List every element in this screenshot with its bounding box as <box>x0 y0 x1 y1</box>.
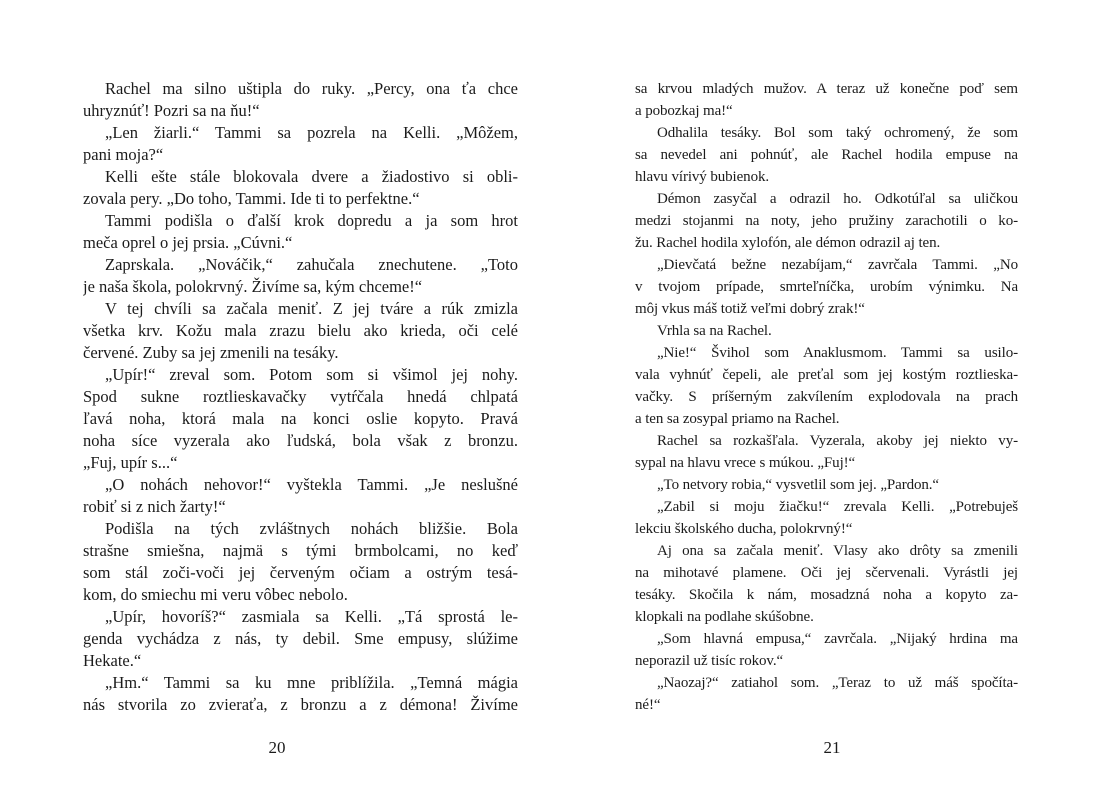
text-line: Vrhla sa na Rachel. <box>657 323 772 339</box>
text-line: na mihotavé plamene. Oči jej sčervenali. Vyrástli jej <box>635 565 1018 581</box>
text-line: Démon zasyčal a odrazil ho. Odkotúľal sa uličkou <box>657 191 1018 207</box>
text-line: sa krvou mladých mužov. A teraz už konečne poď sem <box>635 81 1018 97</box>
text-line: žu. Rachel hodila xylofón, ale démon odrazil aj ten. <box>635 235 941 251</box>
text-line: „Som hlavná empusa,“ zavrčala. „Nijaký hrdina ma <box>657 631 1018 647</box>
text-line: nás stvorila zo zvieraťa, z bronzu a z démona! Živíme <box>83 695 518 714</box>
text-line: tesáky. Skočila k nám, mosadzná noha a kopyto za- <box>635 587 1018 603</box>
text-line: „To netvory robia,“ vysvetlil som jej. „Pardon.“ <box>657 477 939 493</box>
text-line: všetka krv. Kožu mala zrazu bielu ako krieda, oči celé <box>83 321 518 340</box>
text-line: sa nevedel ani pohnúť, ale Rachel hodila empuse na <box>635 147 1018 163</box>
text-line: genda vychádza z nás, ty debil. Sme empusy, slúžime <box>83 629 518 648</box>
text-line: neporazil už tisíc rokov.“ <box>635 653 784 669</box>
text-line: zovala pery. „Do toho, Tammi. Ide ti to perfektne.“ <box>83 189 420 208</box>
text-line: Podišla na tých zvláštnych nohách bližšie. Bola <box>105 519 518 538</box>
text-line: medzi stojanmi na noty, jeho pružiny zarachotili o ko- <box>635 213 1018 229</box>
text-line: „Dievčatá bežne nezabíjam,“ zavrčala Tammi. „No <box>657 257 1018 273</box>
text-line: červené. Zuby sa jej zmenili na tesáky. <box>83 343 339 362</box>
text-line: môj vkus máš totiž veľmi dobrý zrak!“ <box>635 301 865 317</box>
text-line: hlavu vírivý bubienok. <box>635 169 770 185</box>
text-line: „O nohách nehovor!“ vyštekla Tammi. „Je neslušné <box>105 475 518 494</box>
text-line: „Len žiarli.“ Tammi sa pozrela na Kelli. „Môžem, <box>105 123 518 142</box>
text-line: „Hm.“ Tammi sa ku mne priblížila. „Temná mágia <box>105 673 518 692</box>
text-line: je naša škola, polokrvný. Živíme sa, kým chceme!“ <box>83 277 423 296</box>
text-line: Rachel ma silno uštipla do ruky. „Percy, ona ťa chce <box>105 79 518 98</box>
page-right-text <box>635 78 1018 716</box>
text-line: Spod sukne roztlieskavačky vytŕčala hnedá chlpatá <box>83 387 518 406</box>
text-line: „Nie!“ Švihol som Anaklusmom. Tammi sa usilo- <box>657 345 1018 361</box>
text-line: som stál zoči-voči jej červeným očiam a ostrým tesá- <box>83 563 518 582</box>
text-line: Tammi podišla o ďalší krok dopredu a ja som hrot <box>105 211 518 230</box>
text-line: v tvojom prípade, smrteľníčka, urobím výnimku. Na <box>635 279 1018 295</box>
text-line: lekciu školského ducha, polokrvný!“ <box>635 521 853 537</box>
text-line: „Upír, hovoríš?“ zasmiala sa Kelli. „Tá sprostá le- <box>105 607 518 626</box>
text-line: Rachel sa rozkašľala. Vyzerala, akoby jej niekto vy- <box>657 433 1018 449</box>
text-line: „Naozaj?“ zatiahol som. „Teraz to už máš spočíta- <box>657 675 1018 691</box>
page-left-text <box>83 78 518 716</box>
text-line: Hekate.“ <box>83 651 142 670</box>
text-line: ľavá noha, ktorá mala na konci oslie kopyto. Pravá <box>83 409 518 428</box>
page-number-left: 20 <box>268 738 286 757</box>
text-line: klopkali na podlahe skúšobne. <box>635 609 814 625</box>
text-line: Zaprskala. „Nováčik,“ zahučala znechutene. „Toto <box>105 255 518 274</box>
text-line: uhryznúť! Pozri sa na ňu!“ <box>83 101 260 120</box>
text-line: Kelli ešte stále blokovala dvere a žiadostivo si obli- <box>105 167 518 186</box>
text-line: meča oprel o jej prsia. „Cúvni.“ <box>83 233 293 252</box>
text-line: pani moja?“ <box>83 145 164 164</box>
text-line: Aj ona sa začala meniť. Vlasy ako drôty sa zmenili <box>657 543 1018 559</box>
text-line: „Fuj, upír s...“ <box>83 453 178 472</box>
text-line: V tej chvíli sa začala meniť. Z jej tváre a rúk zmizla <box>105 299 518 318</box>
text-line: kom, do smiechu mi veru vôbec nebolo. <box>83 585 348 604</box>
text-line: vačky. S príšerným zakvílením explodovala na prach <box>635 389 1018 405</box>
text-line: robiť si z nich žarty!“ <box>83 497 226 516</box>
page-number-right: 21 <box>823 738 841 757</box>
text-line: noha síce vyzerala ako ľudská, bola však z bronzu. <box>83 431 518 450</box>
text-line: vala vyhnúť čepeli, ale preťal som jej kostým roztlieska- <box>635 367 1018 383</box>
text-line: „Upír!“ zreval som. Potom som si všimol jej nohy. <box>105 365 518 384</box>
text-line: Odhalila tesáky. Bol som taký ochromený, že som <box>657 125 1018 141</box>
text-line: sypal na hlavu vrece s múkou. „Fuj!“ <box>635 455 856 471</box>
text-line: „Zabil si moju žiačku!“ zrevala Kelli. „Potrebuješ <box>657 499 1018 515</box>
text-line: né!“ <box>635 697 661 713</box>
text-line: strašne smiešna, najmä s tými brmbolcami, no keď <box>83 541 518 560</box>
text-line: a ten sa zosypal priamo na Rachel. <box>635 411 840 427</box>
text-line: a pobozkaj ma!“ <box>635 103 733 119</box>
